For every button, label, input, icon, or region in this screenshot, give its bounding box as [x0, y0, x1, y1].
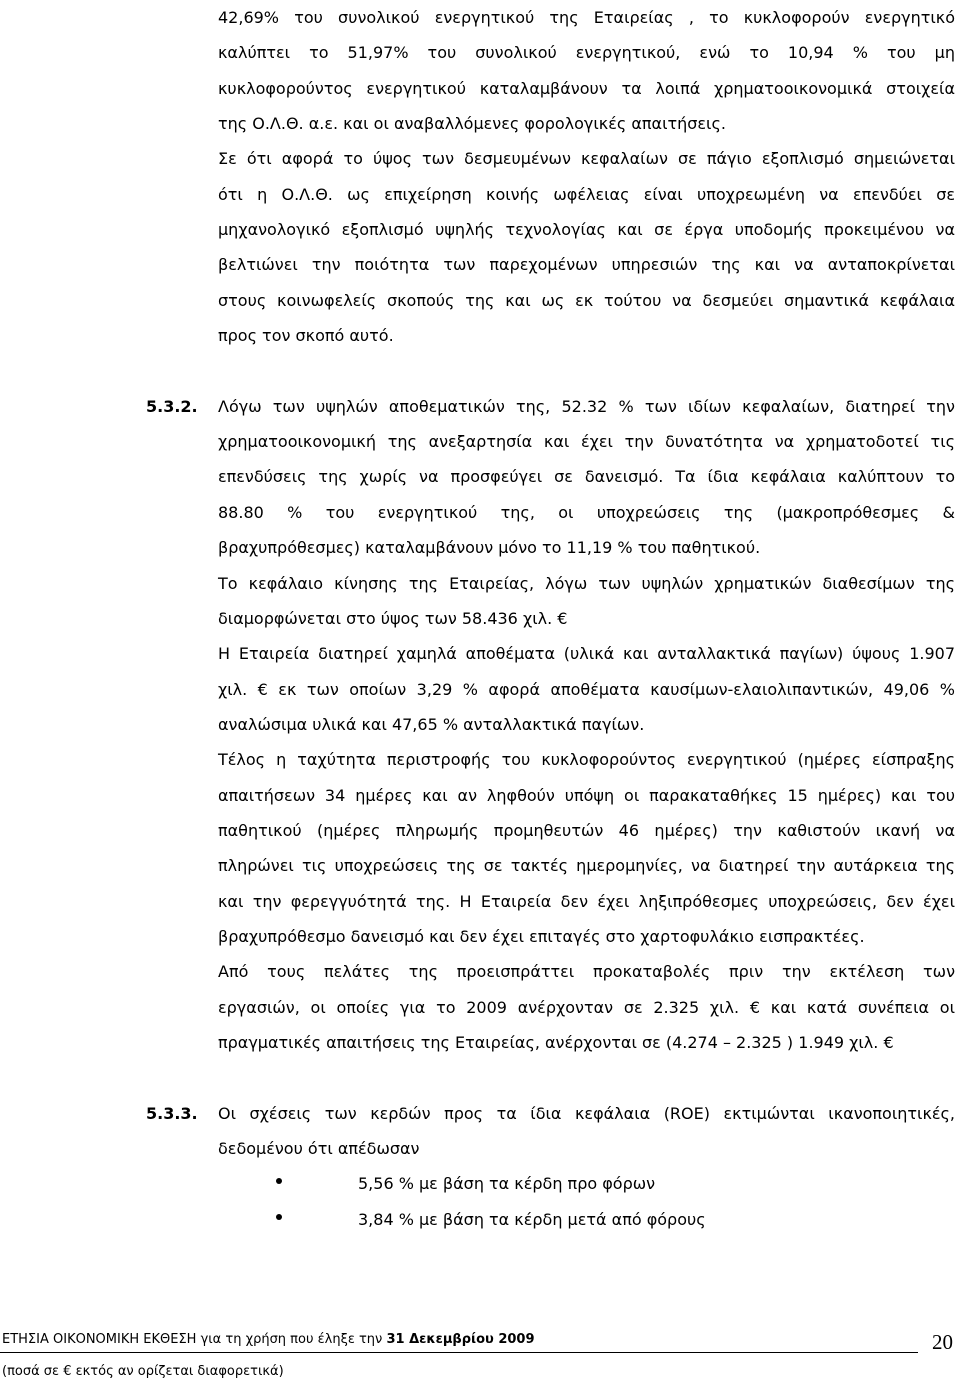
section-5-3-3 — [146, 1096, 955, 1237]
text-line: βραχυπρόθεσμες) καταλαμβάνουν μόνο το 11,19 % του παθητικού. — [218, 538, 761, 558]
paragraph — [218, 141, 955, 353]
list-item-text: 5,56 % με βάση τα κέρδη προ φόρων — [358, 1174, 656, 1194]
text-line: 42,69% του συνολικού ενεργητικού της Εταιρείας , το κυκλοφορούν ενεργητικό — [218, 8, 955, 27]
text-line: κυκλοφορούντος ενεργητικού καταλαμβάνουν τα λοιπά χρηματοοικονομικά στοιχεία — [218, 78, 955, 98]
text-line: καλύπτει το 51,97% του συνολικού ενεργητικού, ενώ το 10,94 % του μη — [218, 43, 955, 63]
text-line: πληρώνει τις υποχρεώσεις της σε τακτές ημερομηνίες, να διατηρεί την αυτάρκεια της — [218, 856, 955, 876]
section-5-3-2 — [146, 389, 955, 1061]
footer-divider — [0, 1352, 918, 1353]
text-line: χιλ. € εκ των οποίων 3,29 % αφορά αποθέματα καυσίμων-ελαιολιπαντικών, 49,06 % — [218, 679, 955, 699]
text-line: αναλώσιμα υλικά και 47,65 % ανταλλακτικά παγίων. — [218, 714, 645, 734]
text-line: 88.80 % του ενεργητικού της, οι υποχρεώσεις της (μακροπρόθεσμες & — [218, 502, 955, 522]
list-item — [218, 1202, 955, 1237]
text-line: και την φερεγγυότητά της. Η Εταιρεία δεν έχει ληξιπρόθεσμες υποχρεώσεις, δεν έχει — [218, 891, 955, 911]
spacer — [218, 1060, 955, 1095]
text-line: μηχανολογικό εξοπλισμό υψηλής τεχνολογίας και σε έργα υποδομής προκειμένου να — [218, 220, 955, 240]
section-number: 5.3.2. — [146, 396, 198, 416]
text-line: προς τον σκοπό αυτό. — [218, 326, 394, 346]
text-line: Από τους πελάτες της προεισπράττει προκαταβολές πριν την εκτέλεση των — [218, 962, 955, 982]
text-line-content: Λόγω των υψηλών αποθεματικών της, 52.32 % των ιδίων κεφαλαίων, διατηρεί την — [218, 396, 955, 416]
text-line: Τέλος η ταχύτητα περιστροφής του κυκλοφορούντος ενεργητικού (ημέρες είσπραξης — [218, 750, 955, 770]
text-line: ότι η Ο.Λ.Θ. ως επιχείρηση κοινής ωφέλειας είναι υποχρεωμένη να επενδύει σε — [218, 184, 955, 204]
text-line: της Ο.Λ.Θ. α.ε. και οι αναβαλλόμενες φορολογικές απαιτήσεις. — [218, 114, 726, 134]
bullet-icon — [276, 1178, 282, 1184]
text-line: Το κεφάλαιο κίνησης της Εταιρείας, λόγω των υψηλών χρηματικών διαθεσίμων της — [218, 573, 955, 593]
footer-title-text: ΕΤΗΣΙΑ ΟΙΚΟΝΟΜΙΚΗ ΕΚΘΕΣΗ για τη χρήση που έληξε την — [2, 1332, 383, 1347]
text-line-content: Οι σχέσεις των κερδών προς τα ίδια κεφάλαια (ROE) εκτιμώνται ικανοποιητικές, — [218, 1103, 955, 1123]
page-number: 20 — [932, 1330, 953, 1354]
text-line: δεδομένου ότι απέδωσαν — [218, 1139, 420, 1158]
paragraph — [218, 0, 955, 141]
text-line: εργασιών, οι οποίες για το 2009 ανέρχονταν σε 2.325 χιλ. € και κατά συνέπεια οι — [218, 997, 955, 1017]
text-line: διαμορφώνεται στο ύψος των 58.436 χιλ. € — [218, 608, 568, 628]
text-line — [146, 389, 955, 424]
text-line: βραχυπρόθεσμο δανεισμό και δεν έχει επιταγές στο χαρτοφυλάκιο εισπρακτέες. — [218, 926, 865, 946]
text-line: παθητικού (ημέρες πληρωμής προμηθευτών 46 ημέρες) την καθιστούν ικανή να — [218, 820, 955, 840]
text-line: χρηματοοικονομική της ανεξαρτησία και έχει την δυνατότητα να χρηματοδοτεί τις — [218, 432, 955, 452]
text-line: πραγματικές απαιτήσεις της Εταιρείας, ανέρχονται σε (4.274 – 2.325 ) 1.949 χιλ. € — [218, 1032, 894, 1052]
text-line: επενδύσεις της χωρίς να προσφεύγει σε δανεισμό. Τα ίδια κεφάλαια καλύπτουν το — [218, 467, 955, 487]
document-body — [146, 0, 955, 1237]
bullet-icon — [276, 1214, 282, 1220]
text-line: Η Εταιρεία διατηρεί χαμηλά αποθέματα (υλικά και ανταλλακτικά παγίων) ύψους 1.907 — [218, 644, 955, 664]
list-item — [218, 1166, 955, 1201]
text-line — [146, 1096, 955, 1131]
section-number: 5.3.3. — [146, 1103, 198, 1123]
spacer — [218, 353, 955, 388]
footer-currency-note: (ποσά σε € εκτός αν ορίζεται διαφορετικά) — [2, 1364, 284, 1379]
text-line: απαιτήσεων 34 ημέρες και αν ληφθούν υπόψη οι παρακαταθήκες 15 ημέρες) και του — [218, 785, 955, 805]
list-item-text: 3,84 % με βάση τα κέρδη μετά από φόρους — [358, 1209, 706, 1229]
text-line: στους κοινωφελείς σκοπούς της και ως εκ τούτου να δεσμεύει σημαντικά κεφάλαια — [218, 290, 955, 310]
footer-report-date: 31 Δεκεμβρίου 2009 — [386, 1332, 535, 1347]
text-line: βελτιώνει την ποιότητα των παρεχομένων υπηρεσιών της και να ανταποκρίνεται — [218, 255, 955, 275]
text-line: Σε ότι αφορά το ύψος των δεσμευμένων κεφαλαίων σε πάγιο εξοπλισμό σημειώνεται — [218, 149, 955, 169]
footer-report-title — [2, 1331, 535, 1349]
